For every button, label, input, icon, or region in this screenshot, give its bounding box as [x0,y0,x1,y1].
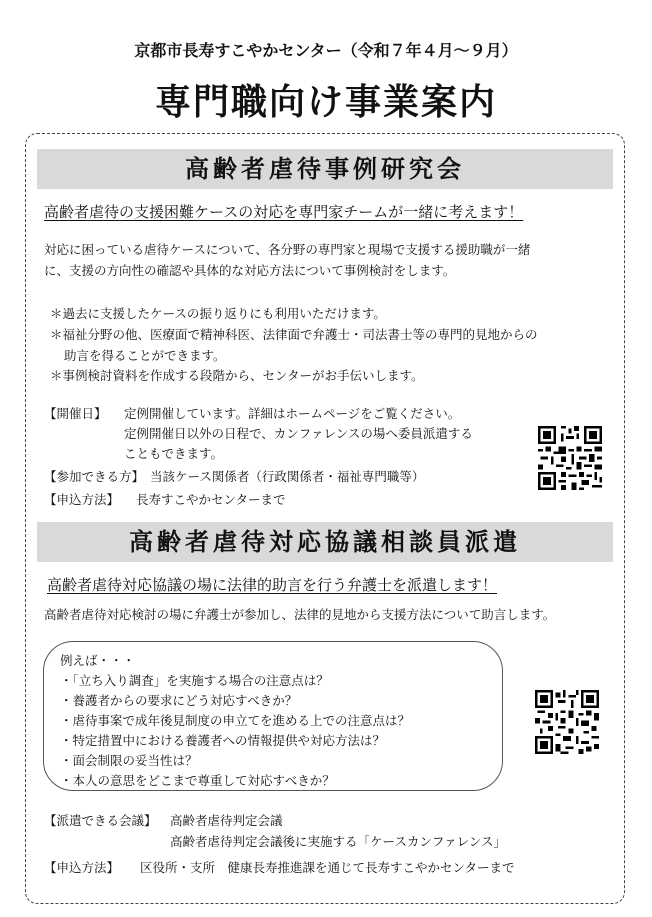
examples-title: 例えば・・・ [60,653,136,668]
qr-code-icon[interactable] [535,690,599,754]
example-item: ・養護者からの要求にどう対応すべきか？ [60,693,298,708]
section2-intro: 高齢者虐待対応検討の場に弁護士が参加し、法律的見地から支援方法について助言します。 [44,607,556,622]
apply-value: 長寿すこやかセンターまで [136,492,286,507]
page-subtitle: 京都市長寿すこやかセンター（令和７年４月～９月） [134,41,518,60]
apply-value-2: 区役所・支所 健康長寿推進課を通じて長寿すこやかセンターまで [140,860,515,875]
section1-bullet: ＊過去に支援したケースの振り返りにも利用いただけます。 [50,306,386,321]
meeting-value: 高齢者虐待判定会議後に実施する「ケースカンファレンス」 [170,834,506,849]
section2-heading: 高齢者虐待対応協議相談員派遣 [37,522,613,562]
section1-intro-line: に、支援の方向性の確認や具体的な対応方法について事例検討をします。 [44,263,456,278]
section1-tagline: 高齢者虐待の支援困難ケースの対応を専門家チームが一緒に考えます！ [44,203,524,221]
eligible-value: 当該ケース関係者（行政関係者・福祉専門職等） [150,469,425,484]
section1-intro-line: 対応に困っている虐待ケースについて、各分野の専門家と現場で支援する援助職が一緒 [44,242,531,257]
apply-label: 【申込方法】 [44,492,120,507]
page-title: 専門職向け事業案内 [154,82,497,123]
example-item: ・特定措置中における養護者への情報提供や対応方法は？ [60,733,386,748]
meeting-value: 高齢者虐待判定会議 [170,813,283,828]
date-line: 定例開催しています。詳細はホームページをご覧ください。 [124,406,461,421]
date-line: こともできます。 [124,446,224,461]
date-line: 定例開催日以外の日程で、カンファレンスの場へ委員派遣する [124,426,473,441]
example-item: ・本人の意思をどこまで尊重して対応すべきか？ [60,773,335,788]
date-label: 【開催日】 [44,406,107,421]
example-item: ・虐待事案で成年後見制度の申立てを進める上での注意点は？ [60,713,411,728]
qr-code-icon[interactable] [538,426,602,490]
example-item: ・「立ち入り調査」を実施する場合の注意点は？ [60,673,329,688]
section2-tagline: 高齢者虐待対応協議の場に法律的助言を行う弁護士を派遣します！ [47,576,498,594]
meeting-label: 【派遣できる会議】 [44,813,157,828]
section1-heading: 高齢者虐待事例研究会 [37,149,613,189]
section1-bullet: ＊事例検討資料を作成する段階から、センターがお手伝いします。 [50,368,424,383]
section1-bullet: ＊福祉分野の他、医療面で精神科医、法律面で弁護士・司法書士等の専門的見地からの [50,327,538,342]
eligible-label: 【参加できる方】 [44,469,145,484]
apply-label-2: 【申込方法】 [44,860,120,875]
section1-bullet: 助言を得ることができます。 [64,348,226,363]
example-item: ・面会制限の妥当性は？ [60,753,198,768]
